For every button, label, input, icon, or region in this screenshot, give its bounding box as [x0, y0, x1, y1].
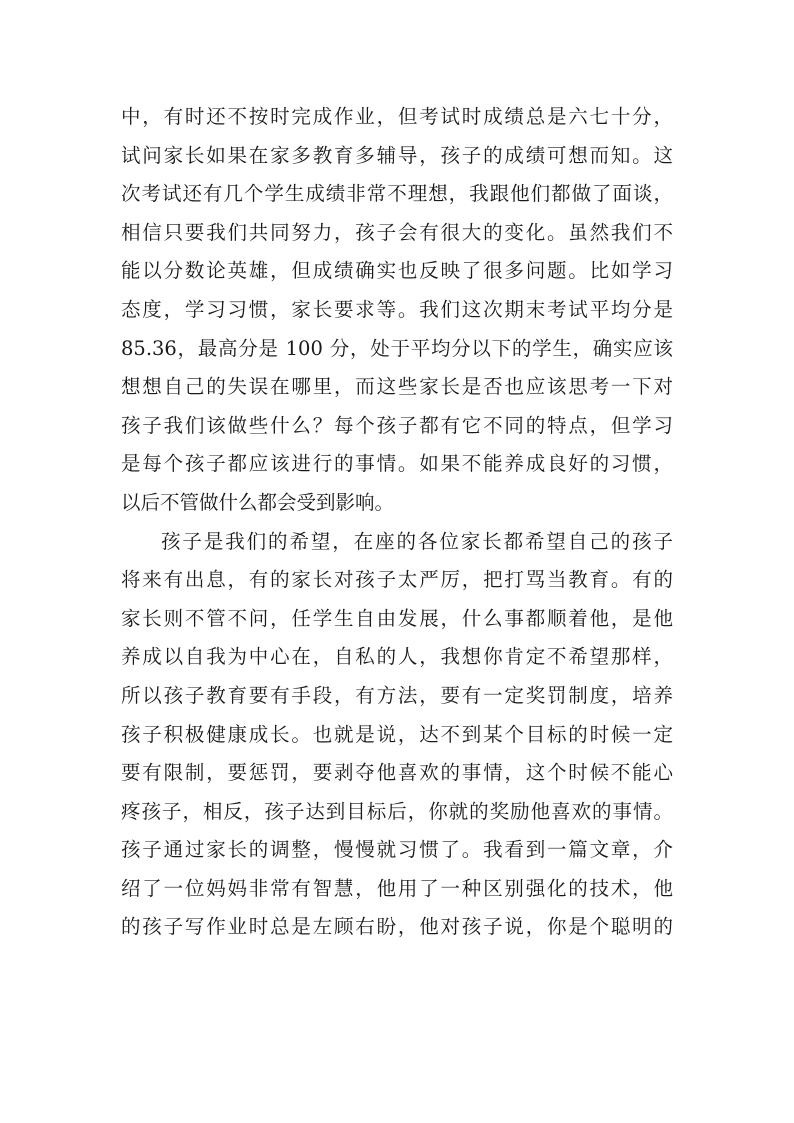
text-line: 以后不管做什么都会受到影响。 [121, 490, 395, 514]
text-line: 想想自己的失误在哪里，而这些家长是否也应该思考一下对 [121, 375, 673, 399]
text-line: 85.36，最高分是 100 分，处于平均分以下的学生，确实应该 [121, 336, 673, 360]
text-line: 养成以自我为中心在，自私的人，我想你肯定不希望那样， [121, 645, 673, 669]
text-line: 能以分数论英雄，但成绩确实也反映了很多问题。比如学习 [121, 259, 673, 283]
text-line: 试问家长如果在家多教育多辅导，孩子的成绩可想而知。这 [121, 143, 673, 167]
paragraph-2 [121, 523, 673, 948]
text-line: 相信只要我们共同努力，孩子会有很大的变化。虽然我们不 [121, 220, 673, 244]
text-line: 孩子我们该做些什么？每个孩子都有它不同的特点，但学习 [121, 413, 673, 437]
text-line: 的孩子写作业时总是左顾右盼，他对孩子说，你是个聪明的 [121, 915, 673, 939]
text-line: 绍了一位妈妈非常有智慧，他用了一种区别强化的技术，他 [121, 876, 673, 900]
text-line: 要有限制，要惩罚，要剥夺他喜欢的事情，这个时候不能心 [121, 761, 673, 785]
text-line: 家长则不管不问，任学生自由发展，什么事都顺着他，是他 [121, 606, 673, 630]
text-line: 是每个孩子都应该进行的事情。如果不能养成良好的习惯， [121, 452, 673, 476]
text-line: 中，有时还不按时完成作业，但考试时成绩总是六七十分， [121, 105, 673, 128]
text-line: 疼孩子，相反，孩子达到目标后，你就的奖励他喜欢的事情。 [121, 799, 673, 823]
document-body [121, 98, 673, 947]
text-line: 孩子积极健康成长。也就是说，达不到某个目标的时候一定 [121, 722, 673, 746]
paragraph-1 [121, 98, 673, 523]
text-line: 次考试还有几个学生成绩非常不理想，我跟他们都做了面谈， [121, 182, 673, 206]
text-line: 将来有出息，有的家长对孩子太严厉，把打骂当教育。有的 [121, 568, 673, 592]
text-line: 孩子通过家长的调整，慢慢就习惯了。我看到一篇文章，介 [121, 838, 673, 862]
text-line: 态度，学习习惯，家长要求等。我们这次期末考试平均分是 [121, 297, 673, 321]
text-line: 所以孩子教育要有手段，有方法，要有一定奖罚制度，培养 [121, 683, 673, 707]
text-line: 孩子是我们的希望，在座的各位家长都希望自己的孩子 [161, 529, 673, 553]
